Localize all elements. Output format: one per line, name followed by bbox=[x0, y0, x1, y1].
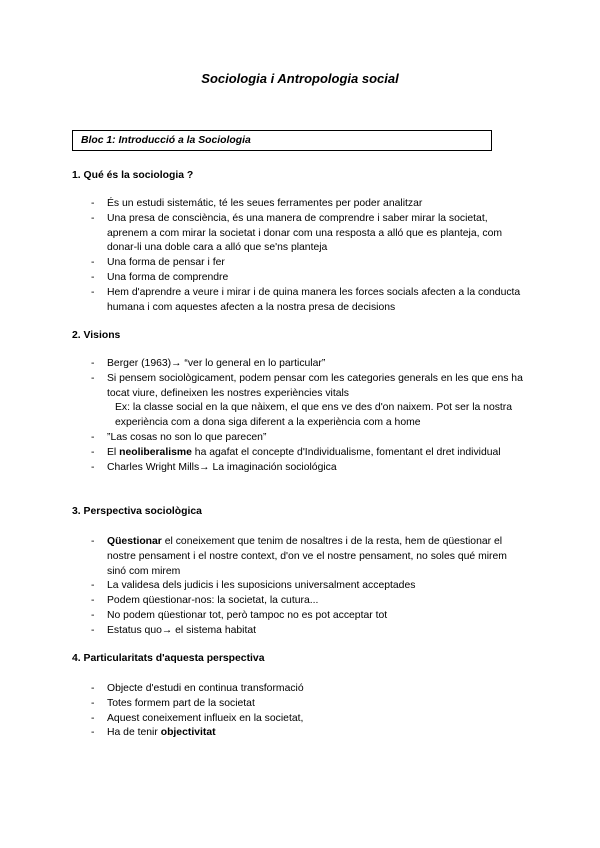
document-title: Sociologia i Antropologia social bbox=[201, 71, 399, 86]
bloc-heading-box: Bloc 1: Introducció a la Sociologia bbox=[72, 130, 492, 151]
section-1-heading: 1. Qué és la sociologia ? bbox=[72, 170, 194, 181]
section-1-list bbox=[72, 197, 528, 315]
list-item: - Qüestionar el coneixement que tenim de nosaltres i de la resta, hem de qüestionar el nostre pensament i el nostre context, d'on ve el nostre pensament, no soles qué mirem sinó com mirem bbox=[91, 536, 507, 577]
list-item: - Si pensem sociològicament, podem pensar com les categories generals en les que ens ha tocat viure, defineixen les nostres experiències vitals Ex: la classe social en la que nàixem, el que ens ve des d'on naixem. Pot ser la nostra experiència com a dona siga diferent a la experiència com a home bbox=[72, 372, 528, 431]
list-item: - Podem qüestionar-nos: la societat, la cutura... bbox=[91, 595, 319, 607]
section-2-heading: 2. Visions bbox=[72, 330, 121, 341]
section-4 bbox=[72, 652, 528, 741]
list-item: - El neoliberalisme ha agafat el concepte d'Individualisme, fomentant el dret individual bbox=[91, 446, 501, 458]
list-item: - Totes formem part de la societat bbox=[91, 697, 255, 709]
list-item: - Una forma de pensar i fer bbox=[91, 257, 225, 269]
section-3-heading: 3. Perspectiva sociològica bbox=[72, 506, 202, 517]
list-item: - Estatus quo→ el sistema habitat bbox=[91, 624, 257, 636]
example-note: Ex: la classe social en la que nàixem, el que ens ve des d'on naixem. Pot ser la nostra experiència com a dona siga diferent a la experiència com a home bbox=[115, 402, 513, 429]
list-item: - ”Las cosas no son lo que parecen” bbox=[91, 431, 267, 443]
section-1 bbox=[72, 169, 528, 315]
list-item: - Charles Wright Mills→ La imaginación sociológica bbox=[91, 461, 337, 473]
section-2 bbox=[72, 329, 528, 475]
list-item: - És un estudi sistemátic, té les seues ferramentes per poder analitzar bbox=[91, 198, 423, 209]
list-item: - Hem d'aprendre a veure i mirar i de quina manera les forces socials afecten a la conducta humana i com aquestes afecten a la nostra presa de decisions bbox=[91, 286, 521, 313]
list-item: - Una presa de consciència, és una manera de comprendre i saber mirar la societat, aprenem a com mirar la societat i donar com una resposta a alló que es planteja, com donar-li una doble cara a alló que se'ns planteja bbox=[91, 212, 503, 254]
list-item: - Ha de tenir objectivitat bbox=[91, 727, 216, 739]
section-4-list bbox=[72, 682, 528, 741]
list-item: - Una forma de comprendre bbox=[91, 271, 229, 283]
section-4-heading: 4. Particularitats d'aquesta perspectiva bbox=[72, 653, 265, 664]
section-3-list bbox=[72, 535, 528, 639]
list-item: - La validesa dels judicis i les suposicions universalment acceptades bbox=[91, 580, 416, 592]
list-item: - No podem qüestionar tot, però tampoc no es pot acceptar tot bbox=[91, 609, 388, 621]
section-2-list bbox=[72, 357, 528, 475]
list-item: - Objecte d'estudi en continua transformació bbox=[91, 683, 304, 694]
list-item: - Berger (1963)→ “ver lo general en lo particular” bbox=[91, 358, 326, 369]
section-3 bbox=[72, 505, 528, 639]
list-item: - Aquest coneixement influeix en la societat, bbox=[91, 712, 304, 724]
